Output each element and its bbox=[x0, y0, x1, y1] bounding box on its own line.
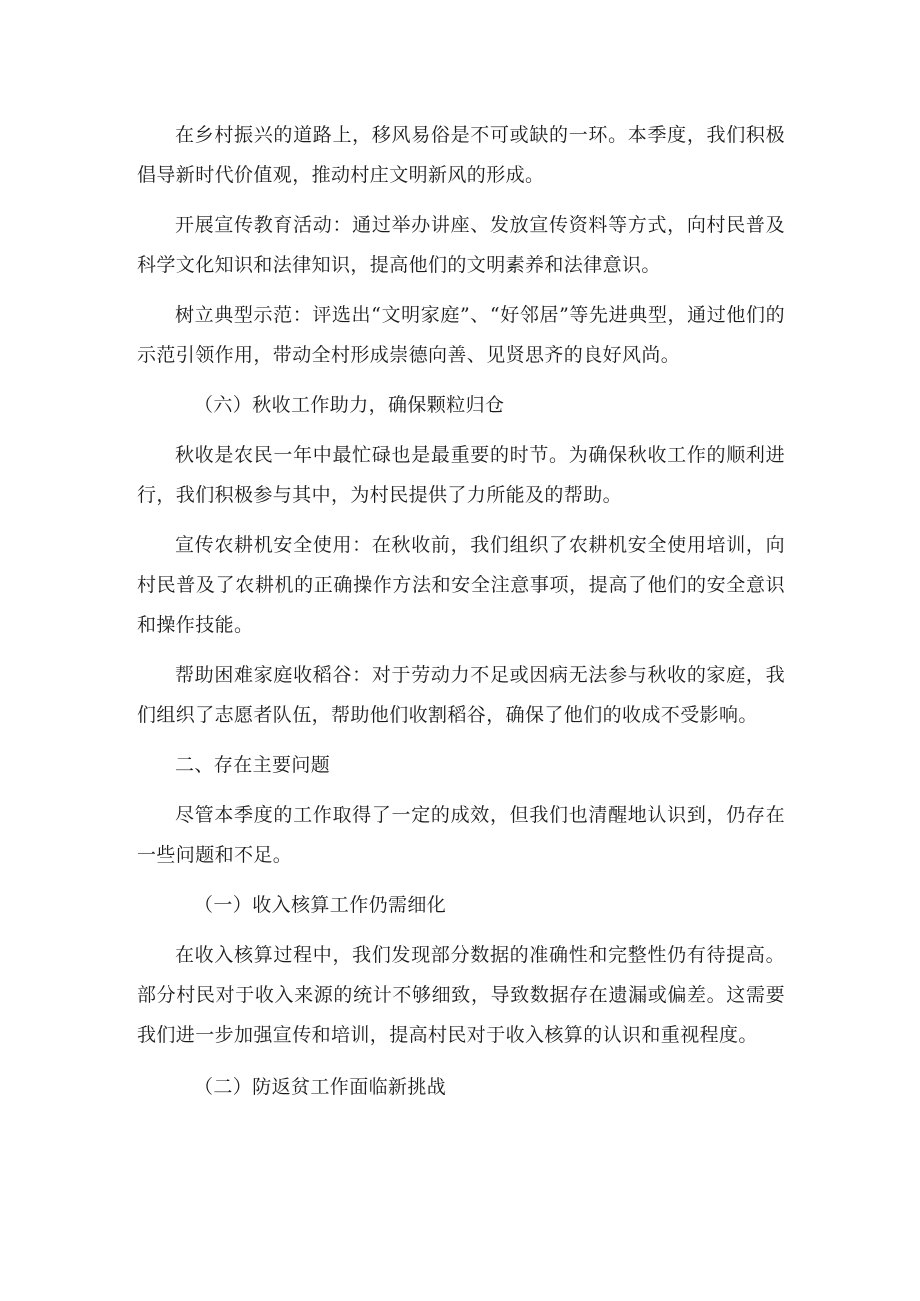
section-subheading: （一）收入核算工作仍需细化 bbox=[194, 894, 447, 916]
paragraph: 秋收是农民一年中最忙碌也是最重要的时节。为确保秋收工作的顺利进行，我们积极参与其中，为村民提供了力所能及的帮助。 bbox=[137, 444, 785, 506]
paragraph: 树立典型示范：评选出“文明家庭”、“好邻居”等先进典型，通过他们的示范引领作用，带动全村形成崇德向善、见贤思齐的良好风尚。 bbox=[137, 304, 785, 366]
paragraph: 在乡村振兴的道路上，移风易俗是不可或缺的一环。本季度，我们积极倡导新时代价值观，推动村庄文明新风的形成。 bbox=[137, 124, 785, 186]
paragraph: 宣传农耕机安全使用：在秋收前，我们组织了农耕机安全使用培训，向村民普及了农耕机的正确操作方法和安全注意事项，提高了他们的安全意识和操作技能。 bbox=[137, 534, 785, 636]
paragraph: 帮助困难家庭收稻谷：对于劳动力不足或因病无法参与秋收的家庭，我们组织了志愿者队伍，帮助他们收割稻谷，确保了他们的收成不受影响。 bbox=[137, 664, 785, 726]
paragraph: 开展宣传教育活动：通过举办讲座、发放宣传资料等方式，向村民普及科学文化知识和法律知识，提高他们的文明素养和法律意识。 bbox=[137, 214, 785, 276]
document-page bbox=[137, 115, 785, 1107]
paragraph: 尽管本季度的工作取得了一定的成效，但我们也清醒地认识到，仍存在一些问题和不足。 bbox=[137, 804, 785, 866]
section-heading: 二、存在主要问题 bbox=[175, 754, 331, 776]
section-subheading: （六）秋收工作助力，确保颗粒归仓 bbox=[194, 394, 505, 416]
section-subheading: （二）防返贫工作面临新挑战 bbox=[194, 1076, 447, 1098]
paragraph: 在收入核算过程中，我们发现部分数据的准确性和完整性仍有待提高。部分村民对于收入来源的统计不够细致，导致数据存在遗漏或偏差。这需要我们进一步加强宣传和培训，提高村民对于收入核算的认识和重视程度。 bbox=[137, 944, 785, 1046]
